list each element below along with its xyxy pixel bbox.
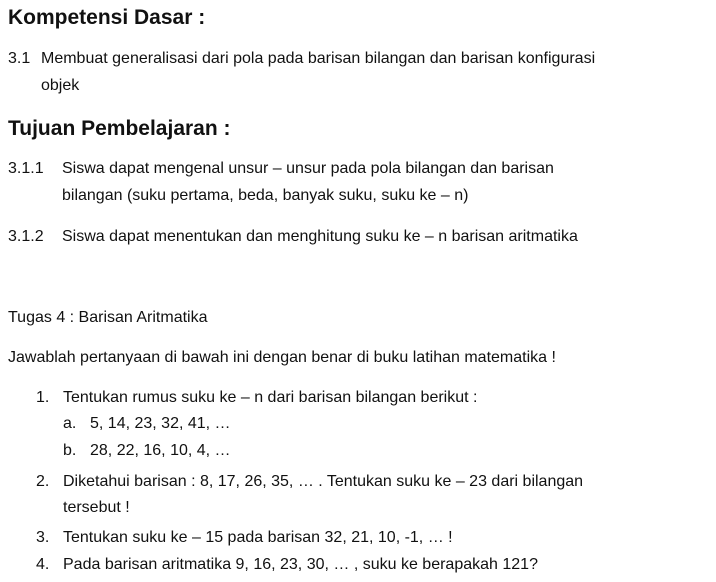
tugas-instruction: Jawablah pertanyaan di bawah ini dengan benar di buku latihan matematika ! [8, 349, 556, 366]
question-text-line2: tersebut ! [63, 499, 130, 516]
tujuan-item-number: 3.1.2 [8, 228, 44, 245]
question-text: Pada barisan aritmatika 9, 16, 23, 30, … , suku ke berapakah 121? [63, 556, 538, 573]
kompetensi-text-line1: Membuat generalisasi dari pola pada barisan bilangan dan barisan konfigurasi [41, 50, 596, 67]
question-number: 3. [36, 529, 50, 546]
tujuan-item-text-line2: bilangan (suku pertama, beda, banyak suku, suku ke – n) [62, 187, 469, 204]
question-number: 1. [36, 389, 50, 406]
kompetensi-number: 3.1 [8, 50, 31, 67]
kompetensi-heading: Kompetensi Dasar : [8, 6, 206, 29]
question-number: 2. [36, 473, 50, 490]
kompetensi-text-line2: objek [41, 77, 80, 94]
sub-question-text: 28, 22, 16, 10, 4, … [90, 442, 231, 459]
sub-question-text: 5, 14, 23, 32, 41, … [90, 415, 231, 432]
tujuan-item-number: 3.1.1 [8, 160, 44, 177]
tujuan-item-text-line1: Siswa dapat menentukan dan menghitung suku ke – n barisan aritmatika [62, 228, 578, 245]
tujuan-heading: Tujuan Pembelajaran : [8, 117, 231, 140]
question-text: Tentukan rumus suku ke – n dari barisan bilangan berikut : [63, 389, 478, 406]
question-text: Tentukan suku ke – 15 pada barisan 32, 21, 10, -1, … ! [63, 529, 453, 546]
tugas-title: Tugas 4 : Barisan Aritmatika [8, 309, 208, 326]
tujuan-item-text-line1: Siswa dapat mengenal unsur – unsur pada pola bilangan dan barisan [62, 160, 554, 177]
question-text: Diketahui barisan : 8, 17, 26, 35, … . Tentukan suku ke – 23 dari bilangan [63, 473, 584, 490]
sub-question-label: b. [63, 442, 77, 459]
question-number: 4. [36, 556, 50, 573]
sub-question-label: a. [63, 415, 77, 432]
